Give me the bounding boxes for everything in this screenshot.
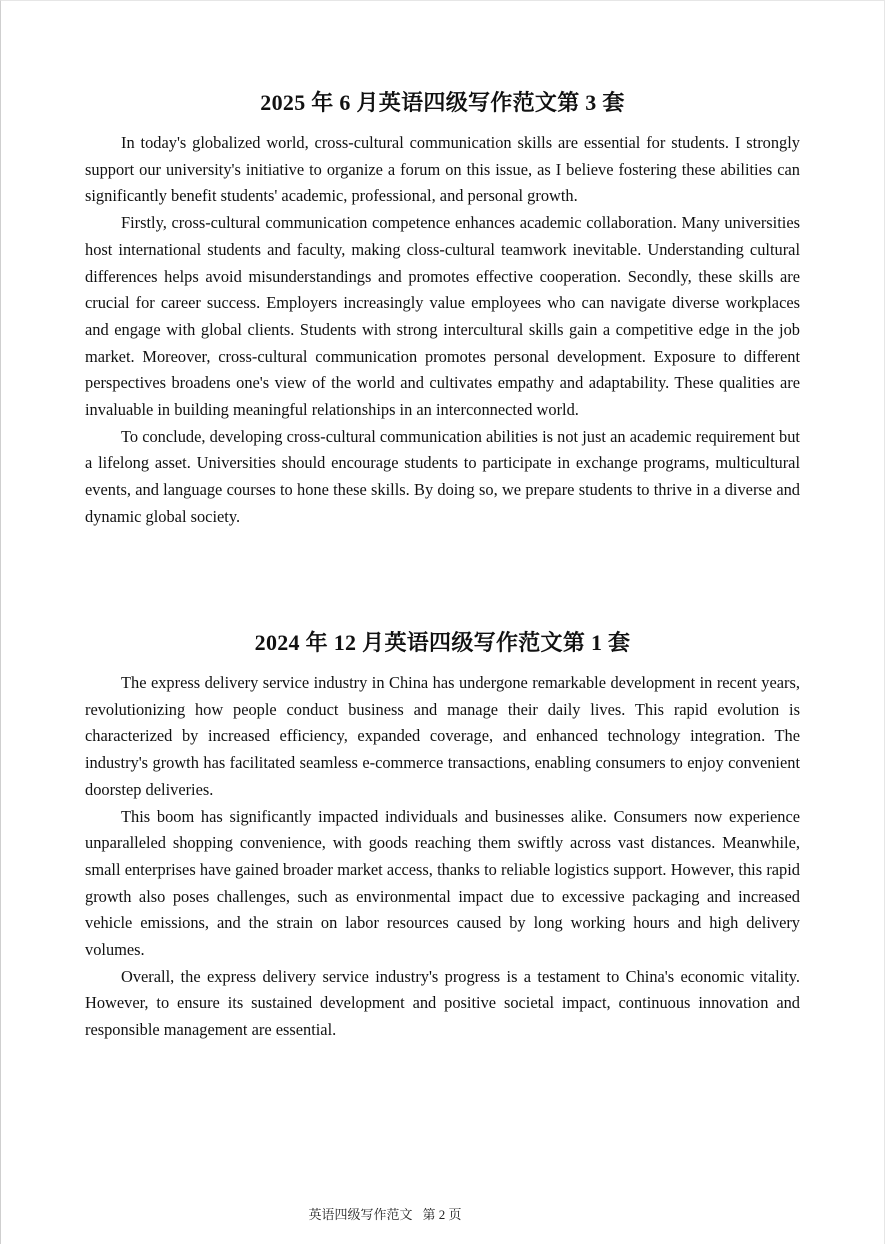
page-footer xyxy=(0,1205,770,1225)
essay-title: 2025 年 6 月英语四级写作范文第 3 套 xyxy=(260,90,625,115)
essay-body xyxy=(85,130,800,531)
essay-paragraph: To conclude, developing cross-cultural communication abilities is not just an academic requirement but a lifelong asset. Universities should encourage students to participate in exchange programs, multicultural events, and language courses to hone these skills. By doing so, we prepare students to thrive in a diverse and dynamic global society. xyxy=(85,426,800,526)
essay-paragraph: This boom has significantly impacted individuals and businesses alike. Consumers now experience unparalleled shopping convenience, with goods reaching them swiftly across vast distances. Meanwhile, small enterprises have gained broader market access, thanks to reliable logistics support. However, this rapid growth also poses challenges, such as environmental impact due to excessive packaging and increased vehicle emissions, and the strain on labor resources caused by long working hours and high delivery volumes. xyxy=(85,806,800,960)
essay-body xyxy=(85,670,800,1044)
footer-doc-name: 英语四级写作范文 xyxy=(308,1207,413,1222)
essay-paragraph: In today's globalized world, cross-cultural communication skills are essential for students. I strongly support our university's initiative to organize a forum on this issue, as I believe fostering these abilities can significantly benefit students' academic, professional, and personal growth. xyxy=(85,133,800,206)
footer-page-number: 第 2 页 xyxy=(422,1207,462,1222)
essay-section-2024-december xyxy=(85,625,800,1044)
essay-paragraph: The express delivery service industry in China has undergone remarkable development in recent years, revolutionizing how people conduct business and manage their daily lives. This rapid evolution is characterized by increased efficiency, expanded coverage, and enhanced technology integration. The industry's growth has facilitated seamless e-commerce transactions, enabling consumers to enjoy convenient doorstep deliveries. xyxy=(85,673,800,799)
essay-title: 2024 年 12 月英语四级写作范文第 1 套 xyxy=(254,630,631,655)
essay-paragraph: Overall, the express delivery service industry's progress is a testament to China's economic vitality. However, to ensure its sustained development and positive societal impact, continuous innovation and responsible management are essential. xyxy=(85,966,800,1040)
essay-paragraph: Firstly, cross-cultural communication competence enhances academic collaboration. Many universities host international students and faculty, making closs-cultural teamwork inevitable. Understanding cultural differences helps avoid misunderstandings and promotes effective cooperation. Secondly, these skills are crucial for career success. Employers increasingly value employees who can navigate diverse workplaces and engage with global clients. Students with strong intercultural skills gain a competitive edge in the job market. Moreover, cross-cultural communication promotes personal development. Exposure to different perspectives broadens one's view of the world and cultivates empathy and adaptability. These qualities are invaluable in building meaningful relationships in an interconnected world. xyxy=(85,213,800,420)
essay-section-2025-june xyxy=(85,85,800,531)
